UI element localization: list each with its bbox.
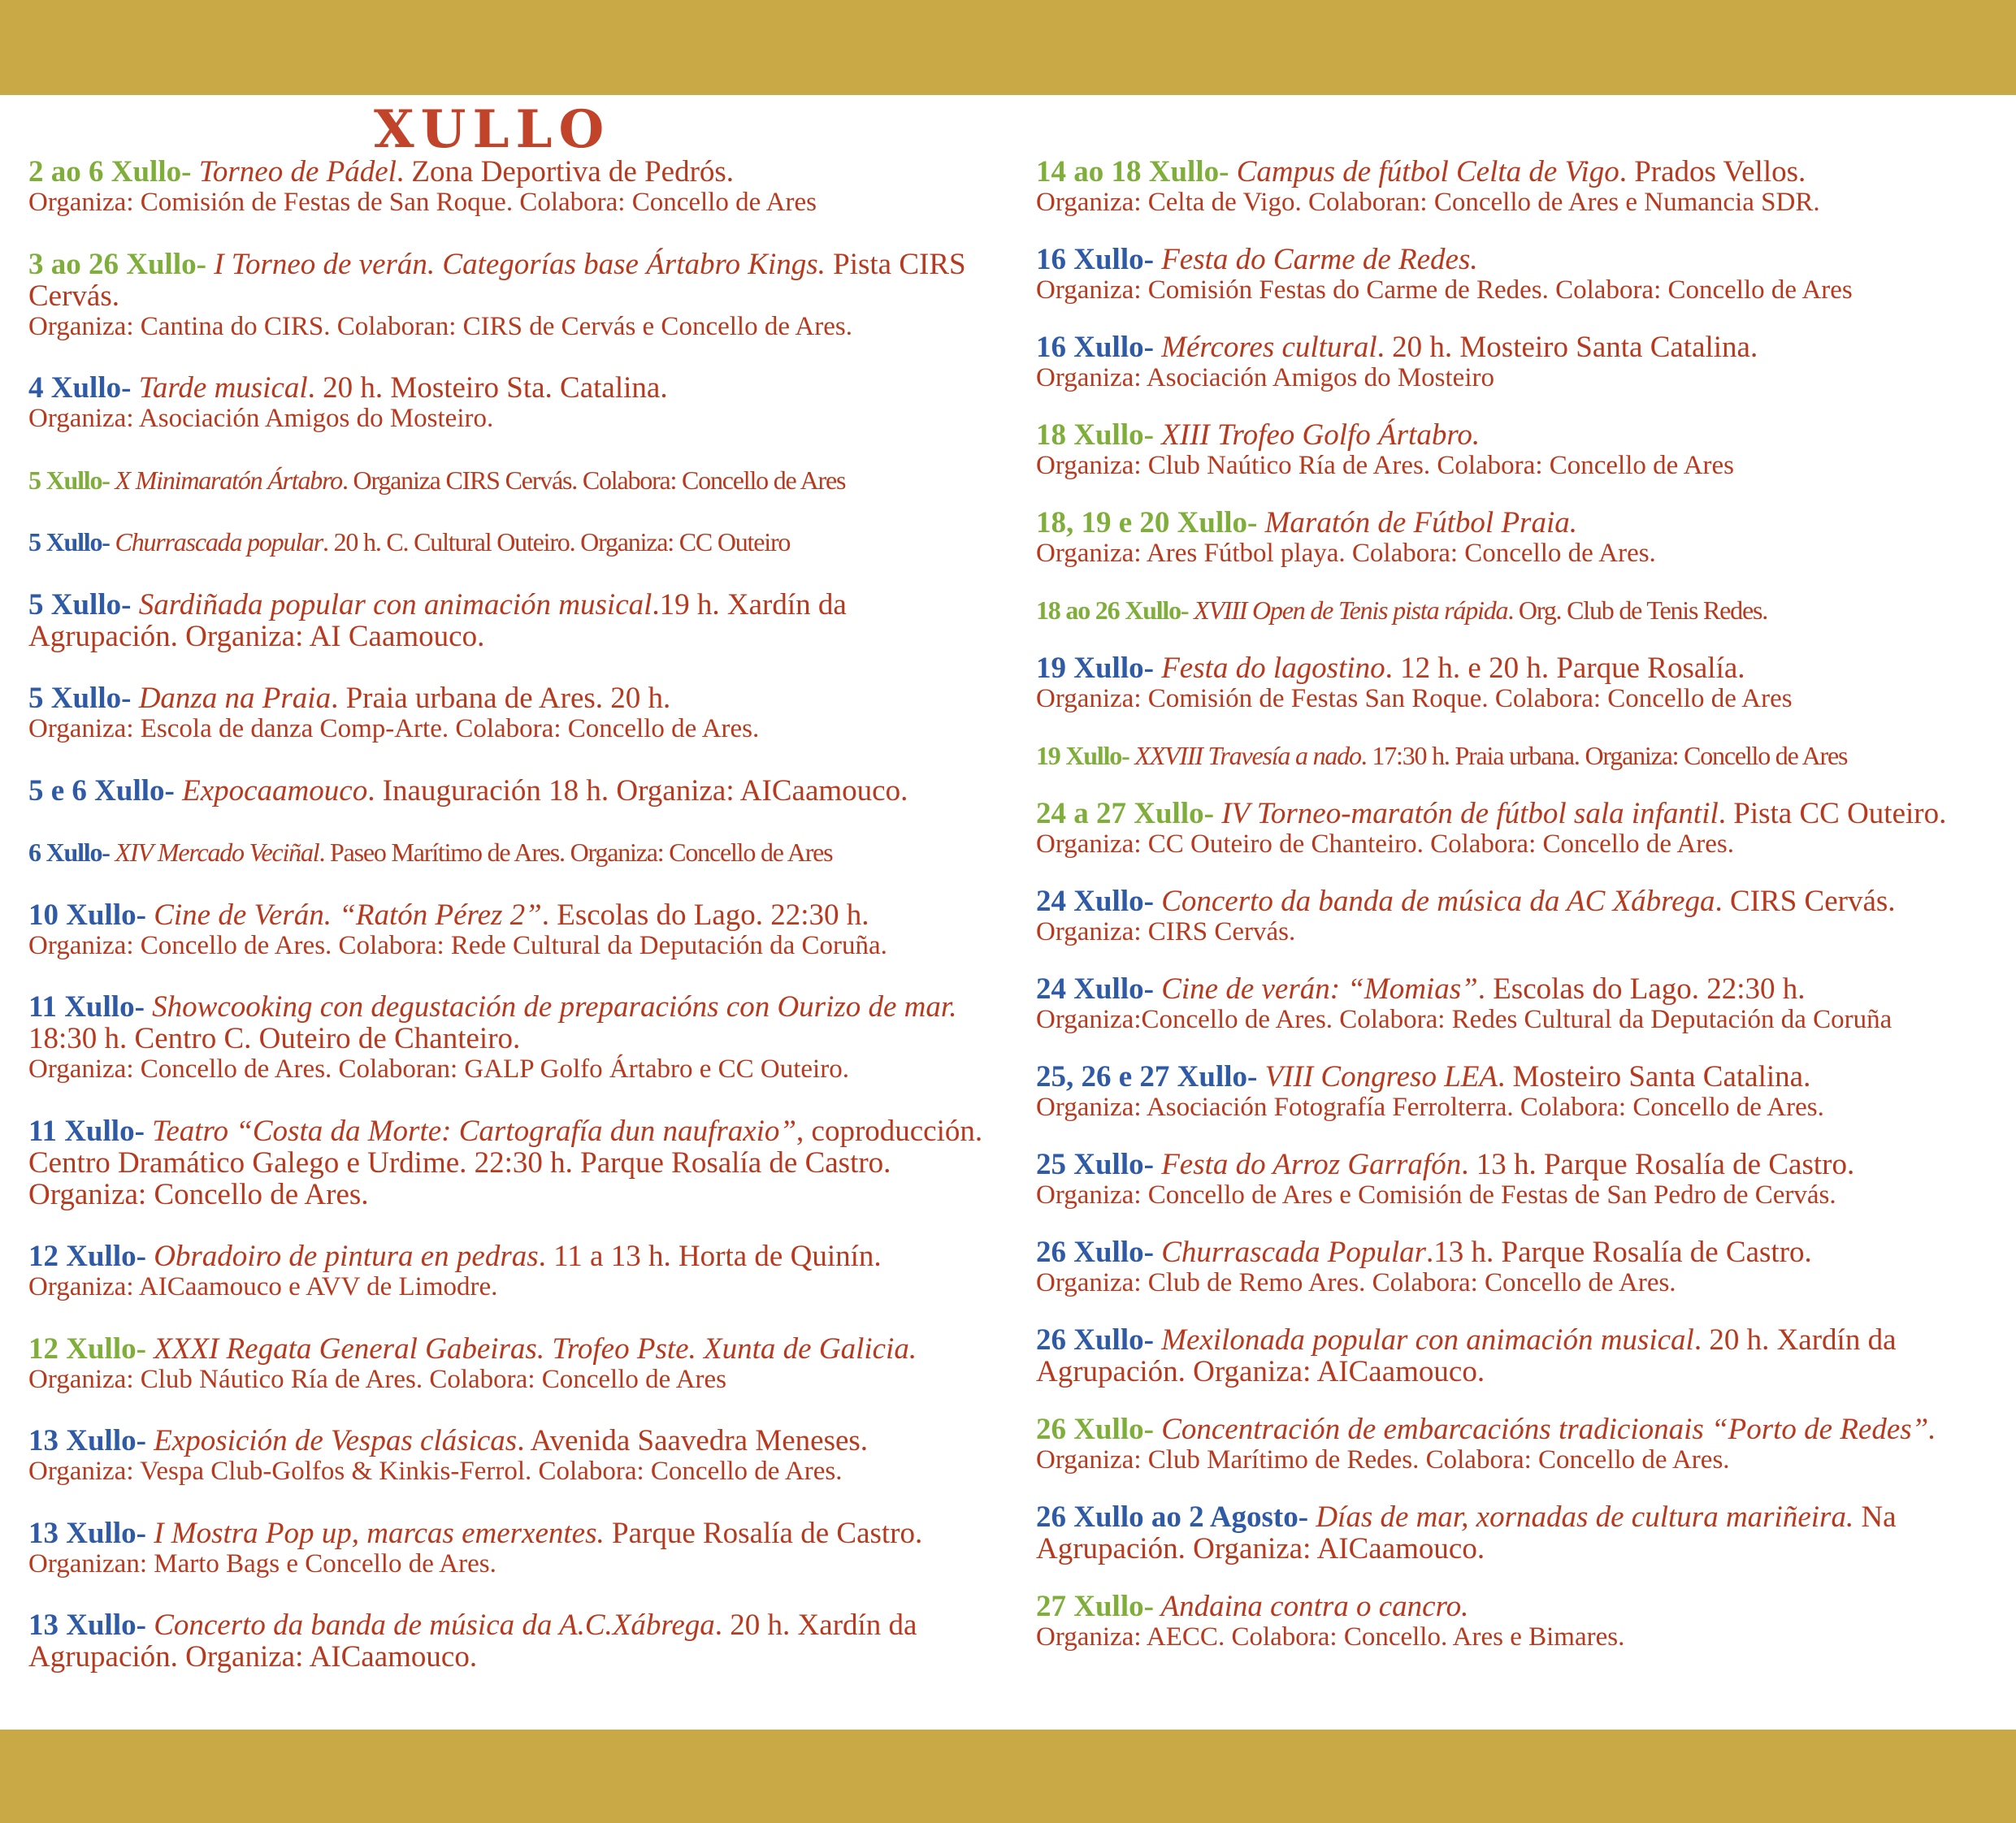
event-title: XVIII Open de Tenis pista rápida (1188, 595, 1508, 625)
event-item (1036, 1591, 2003, 1652)
event-line (28, 775, 999, 807)
event-item (1036, 507, 2003, 569)
event-date: 26 Xullo ao 2 Agosto- (1036, 1500, 1309, 1534)
event-item (28, 1518, 999, 1579)
event-item (28, 1115, 999, 1210)
event-item (28, 156, 999, 218)
event-item (1036, 331, 2003, 393)
event-title: XIV Mercado Veciñal (109, 838, 319, 867)
event-item (1036, 1414, 2003, 1475)
event-title: Tarde musical (131, 371, 308, 405)
event-details: 18:30 h. Centro C. Outeiro de Chanteiro. (28, 1022, 521, 1055)
event-title: Exposición de Vespas clásicas (145, 1424, 518, 1457)
event-item (1036, 652, 2003, 714)
event-line (1036, 973, 2003, 1005)
event-date: 26 Xullo- (1036, 1323, 1154, 1357)
event-line (28, 156, 999, 188)
event-item (1036, 595, 2003, 626)
event-date: 18, 19 e 20 Xullo- (1036, 506, 1258, 539)
right-event-column (1036, 156, 2003, 1678)
event-item (1036, 419, 2003, 481)
event-title: IV Torneo-maratón de fútbol sala infantil (1213, 797, 1719, 830)
event-item (28, 1425, 999, 1487)
event-item (1036, 244, 2003, 305)
event-title: Maratón de Fútbol Praia. (1257, 506, 1577, 539)
event-organizer: Organiza: Club de Remo Ares. Colabora: Concello de Ares. (1036, 1268, 1676, 1297)
event-date: 18 ao 26 Xullo- (1036, 595, 1189, 625)
event-title: Concentración de embarcacións tradicionais “Porto de Redes”. (1153, 1413, 1936, 1446)
event-item (28, 1241, 999, 1302)
event-line (1036, 1236, 2003, 1268)
event-line (1036, 1324, 2003, 1388)
event-item (1036, 156, 2003, 218)
event-line (1036, 652, 2003, 684)
event-item (28, 682, 999, 744)
event-title: Campus de fútbol Celta de Vigo (1229, 155, 1619, 188)
event-details: . Zona Deportiva de Pedrós. (396, 155, 735, 188)
event-organizer: Organiza: CIRS Cervás. (1036, 917, 1296, 946)
event-organizer: Organiza: Club Marítimo de Redes. Colabora: Concello de Ares. (1036, 1445, 1730, 1474)
event-item (1036, 1501, 2003, 1565)
event-title: X Minimaratón Ártabro (109, 465, 342, 495)
event-organizer: Organiza: Concello de Ares. Colabora: Rede Cultural da Deputación da Coruña. (28, 930, 887, 960)
event-item (28, 249, 999, 342)
event-title: Torneo de Pádel (191, 155, 397, 188)
event-line (28, 682, 999, 714)
event-date: 19 Xullo- (1036, 652, 1154, 685)
event-item (1036, 1061, 2003, 1123)
event-date: 6 Xullo- (28, 838, 110, 867)
event-date: 14 ao 18 Xullo- (1036, 155, 1229, 188)
event-title: Mércores cultural (1153, 331, 1377, 364)
event-organizer: Organiza: Concello de Ares. Colaboran: GALP Golfo Ártabro e CC Outeiro. (28, 1054, 849, 1084)
event-line (28, 1609, 999, 1673)
event-title: I Torneo de verán. Categorías base Ártabro Kings. (206, 247, 826, 281)
event-date: 5 Xullo- (28, 587, 132, 621)
event-line (1036, 1061, 2003, 1093)
event-organizer: Organiza: Celta de Vigo. Colaboran: Concello de Ares e Numancia SDR. (1036, 188, 1820, 217)
event-details: . Pista CC Outeiro. (1718, 797, 1947, 830)
event-line (1036, 595, 2003, 626)
event-line (1036, 507, 2003, 539)
event-date: 25 Xullo- (1036, 1148, 1154, 1181)
event-date: 2 ao 6 Xullo- (28, 155, 192, 188)
event-title: XXXI Regata General Gabeiras. Trofeo Pste. Xunta de Galicia. (145, 1332, 917, 1366)
event-date: 11 Xullo- (28, 1114, 145, 1148)
event-line (1036, 1149, 2003, 1180)
event-item (1036, 740, 2003, 772)
event-details: . 20 h. Xardín da Agrupación. Organiza: AICaamouco. (1036, 1323, 1897, 1388)
event-details: . Org. Club de Tenis Redes. (1507, 595, 1768, 625)
event-date: 16 Xullo- (1036, 243, 1154, 276)
event-details: . 20 h. Mosteiro Santa Catalina. (1377, 331, 1758, 364)
event-organizer: Organiza: Vespa Club-Golfos & Kinkis-Ferrol. Colabora: Concello de Ares. (28, 1457, 843, 1486)
event-item (28, 899, 999, 961)
event-title: Sardiñada popular con animación musical (131, 587, 652, 621)
event-date: 10 Xullo- (28, 898, 146, 932)
event-details: . Escolas do Lago. 22:30 h. (541, 898, 869, 932)
event-title: Mexilonada popular con animación musical (1153, 1323, 1694, 1357)
event-title: Festa do Carme de Redes. (1153, 243, 1478, 276)
event-line (28, 372, 999, 404)
event-date: 12 Xullo- (28, 1332, 146, 1366)
event-date: 24 a 27 Xullo- (1036, 797, 1214, 830)
event-item (28, 465, 999, 496)
event-date: 11 Xullo- (28, 990, 145, 1024)
event-details: . Inauguración 18 h. Organiza: AICaamouco. (367, 773, 908, 808)
event-organizer: Organiza: Club Náutico Ría de Ares. Colabora: Concello de Ares (28, 1364, 727, 1394)
event-details: . 17:30 h. Praia urbana. Organiza: Concello de Ares (1360, 741, 1848, 770)
event-date: 26 Xullo- (1036, 1413, 1154, 1446)
event-organizer: Organiza:Concello de Ares. Colabora: Redes Cultural da Deputación da Coruña (1036, 1005, 1892, 1034)
event-title: Cine de Verán. “Ratón Pérez 2” (145, 898, 542, 932)
event-organizer: Organiza: CC Outeiro de Chanteiro. Colabora: Concello de Ares. (1036, 829, 1735, 859)
event-date: 26 Xullo- (1036, 1236, 1154, 1269)
event-title: Cine de verán: “Momias” (1153, 972, 1478, 1006)
event-details: . Avenida Saavedra Meneses. (517, 1424, 869, 1457)
event-line (28, 1115, 999, 1210)
event-line (28, 526, 999, 558)
event-date: 13 Xullo- (28, 1609, 146, 1642)
event-item (28, 991, 999, 1085)
event-line (28, 1518, 999, 1549)
event-date: 5 Xullo- (28, 682, 132, 715)
event-title: Obradoiro de pintura en pedras (145, 1240, 539, 1273)
event-details: . Organiza CIRS Cervás. Colabora: Concello de Ares (341, 465, 846, 495)
event-organizer: Organiza: AECC. Colabora: Concello. Ares e Bimares. (1036, 1622, 1625, 1652)
event-details: Na Agrupación. Organiza: AICaamouco. (1036, 1500, 1897, 1565)
page-title: XULLO (374, 99, 611, 160)
event-title: Andaina contra o cancro. (1153, 1590, 1469, 1623)
event-title: Teatro “Costa da Morte: Cartografía dun naufraxio” (144, 1114, 797, 1148)
event-date: 13 Xullo- (28, 1516, 146, 1550)
event-details: . 11 a 13 h. Horta de Quinín. (538, 1240, 882, 1273)
event-line (28, 1241, 999, 1272)
event-line (1036, 1591, 2003, 1622)
event-details: .13 h. Parque Rosalía de Castro. (1426, 1236, 1812, 1269)
event-item (28, 526, 999, 558)
event-date: 5 Xullo- (28, 527, 110, 556)
event-title: Concerto da banda de música da A.C.Xábrega (145, 1609, 715, 1642)
event-title: VIII Congreso LEA (1257, 1060, 1498, 1093)
event-date: 13 Xullo- (28, 1424, 146, 1457)
event-organizer: Organizan: Marto Bags e Concello de Ares. (28, 1548, 496, 1578)
event-title: XIII Trofeo Golfo Ártabro. (1153, 418, 1481, 452)
event-line (1036, 1414, 2003, 1445)
event-line (1036, 740, 2003, 772)
event-date: 3 ao 26 Xullo- (28, 247, 206, 281)
event-details: Parque Rosalía de Castro. (604, 1516, 923, 1550)
event-details: . Escolas do Lago. 22:30 h. (1477, 972, 1806, 1006)
event-details: . 20 h. Xardín da Agrupación. Organiza: AICaamouco. (28, 1609, 917, 1674)
event-line (1036, 1501, 2003, 1565)
event-details: . Paseo Marítimo de Ares. Organiza: Concello de Ares (319, 838, 833, 867)
event-date: 19 Xullo- (1036, 741, 1129, 770)
event-organizer: Organiza: Concello de Ares e Comisión de Festas de San Pedro de Cervás. (1036, 1180, 1836, 1210)
event-organizer: Organiza: Club Naútico Ría de Ares. Colabora: Concello de Ares (1036, 451, 1735, 480)
event-line (28, 991, 999, 1054)
event-date: 5 Xullo- (28, 465, 110, 495)
event-item (28, 1609, 999, 1673)
event-details: . Prados Vellos. (1619, 155, 1806, 188)
event-line (1036, 331, 2003, 363)
event-details: . 12 h. e 20 h. Parque Rosalía. (1385, 652, 1745, 685)
event-date: 4 Xullo- (28, 371, 132, 405)
event-details: . 20 h. C. Cultural Outeiro. Organiza: CC Outeiro (323, 527, 791, 556)
event-line (1036, 798, 2003, 829)
event-title: I Mostra Pop up, marcas emerxentes. (145, 1516, 605, 1550)
event-item (1036, 798, 2003, 860)
event-line (28, 899, 999, 931)
event-organizer: Organiza: Cantina do CIRS. Colaboran: CIRS de Cervás e Concello de Ares. (28, 311, 852, 341)
event-title: Showcooking con degustación de preparacións con Ourizo de mar. (144, 990, 957, 1024)
event-title: Danza na Praia (131, 682, 332, 715)
event-item (1036, 886, 2003, 947)
event-title: XXVIII Travesía a nado (1129, 741, 1361, 770)
event-organizer: Organiza: Ares Fútbol playa. Colabora: Concello de Ares. (1036, 539, 1656, 568)
event-date: 16 Xullo- (1036, 331, 1154, 364)
event-title: Días de mar, xornadas de cultura mariñeira. (1308, 1500, 1854, 1534)
event-item (28, 589, 999, 652)
event-item (28, 1333, 999, 1395)
event-line (1036, 886, 2003, 917)
event-line (28, 249, 999, 312)
event-date: 24 Xullo- (1036, 972, 1154, 1006)
bottom-band (0, 1730, 2016, 1823)
event-details: . 13 h. Parque Rosalía de Castro. (1461, 1148, 1855, 1181)
event-organizer: Organiza: Comisión Festas do Carme de Redes. Colabora: Concello de Ares (1036, 275, 1853, 305)
event-date: 27 Xullo- (1036, 1590, 1154, 1623)
event-title: Churrascada Popular (1153, 1236, 1427, 1269)
event-item (28, 837, 999, 868)
event-date: 5 e 6 Xullo- (28, 773, 175, 808)
top-band (0, 0, 2016, 95)
event-item (1036, 1324, 2003, 1388)
event-title: Churrascada popular (109, 527, 323, 556)
left-event-column (28, 156, 999, 1704)
event-line (28, 1425, 999, 1457)
event-line (28, 589, 999, 652)
event-title: Festa do lagostino (1153, 652, 1385, 685)
event-title: Concerto da banda de música da AC Xábrega (1153, 885, 1715, 918)
event-details: . Mosteiro Santa Catalina. (1497, 1060, 1811, 1093)
event-organizer: Organiza: Asociación Amigos do Mosteiro (1036, 363, 1494, 392)
event-title: Expocaamouco (174, 773, 368, 808)
event-date: 12 Xullo- (28, 1240, 146, 1273)
event-organizer: Organiza: Asociación Fotografía Ferrolterra. Colabora: Concello de Ares. (1036, 1093, 1824, 1122)
event-item (1036, 1149, 2003, 1210)
event-details: . CIRS Cervás. (1715, 885, 1896, 918)
event-details: . Praia urbana de Ares. 20 h. (331, 682, 671, 715)
event-line (1036, 419, 2003, 451)
event-line (28, 837, 999, 868)
event-organizer: Organiza: AICaamouco e AVV de Limodre. (28, 1272, 498, 1301)
event-line (28, 465, 999, 496)
event-line (1036, 244, 2003, 275)
event-organizer: Organiza: Asociación Amigos do Mosteiro. (28, 404, 494, 433)
event-item (1036, 1236, 2003, 1298)
event-line (28, 1333, 999, 1365)
event-details: .19 h. Xardín da Agrupación. Organiza: AI Caamouco. (28, 587, 847, 653)
event-item (28, 775, 999, 807)
event-date: 18 Xullo- (1036, 418, 1154, 452)
event-organizer: Organiza: Escola de danza Comp-Arte. Colabora: Concello de Ares. (28, 714, 760, 743)
event-date: 25, 26 e 27 Xullo- (1036, 1060, 1258, 1093)
event-details: . 20 h. Mosteiro Sta. Catalina. (307, 371, 668, 405)
event-item (28, 372, 999, 434)
event-details: Pista CIRS Cervás. (28, 247, 966, 313)
event-organizer: Organiza: Comisión de Festas San Roque. Colabora: Concello de Ares (1036, 684, 1793, 713)
event-item (1036, 973, 2003, 1035)
event-details: , coproducción. Centro Dramático Galego e Urdime. 22:30 h. Parque Rosalía de Castro. Organiza: Concello de Ares. (28, 1114, 983, 1211)
event-title: Festa do Arroz Garrafón (1153, 1148, 1462, 1181)
event-date: 24 Xullo- (1036, 885, 1154, 918)
event-organizer: Organiza: Comisión de Festas de San Roque. Colabora: Concello de Ares (28, 188, 817, 217)
event-line (1036, 156, 2003, 188)
